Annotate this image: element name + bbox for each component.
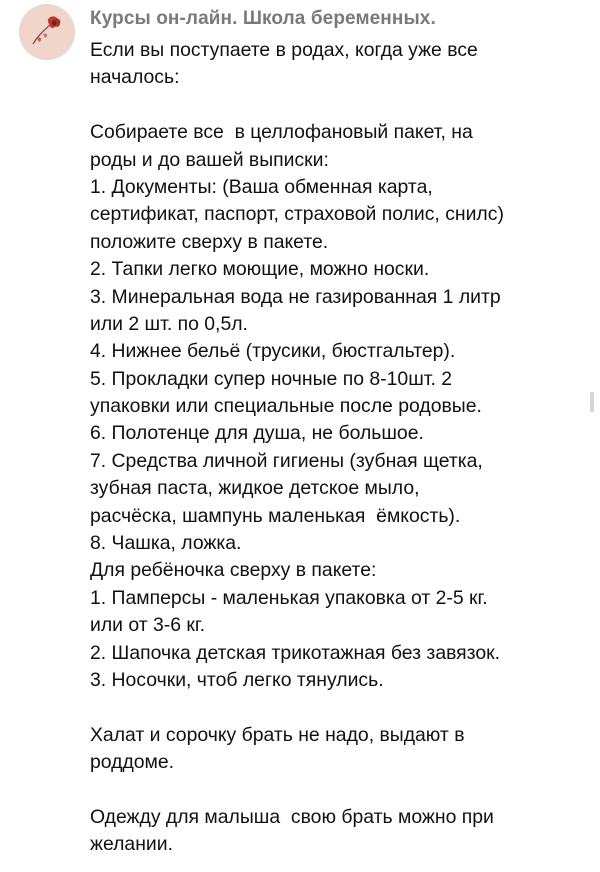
message-line: началось:: [90, 66, 180, 89]
message-line: сертификат, паспорт, страховой полис, снилс): [90, 203, 504, 226]
message-line: упаковки или специальные после родовые.: [90, 395, 482, 418]
message-line: 3. Носочки, чтоб легко тянулись.: [90, 668, 384, 691]
message-line: или от 3-6 кг.: [90, 614, 205, 637]
message-line: Одежду для малыша свою брать можно при: [90, 805, 494, 828]
message-line: желании.: [90, 833, 173, 856]
message-line: 6. Полотенце для душа, не большое.: [90, 422, 424, 445]
message-line: Халат и сорочку брать не надо, выдают в: [90, 723, 465, 746]
message-line: 2. Тапки легко моющие, можно носки.: [90, 258, 430, 281]
message-line: 2. Шапочка детская трикотажная без завязок.: [90, 641, 501, 664]
message-line: или 2 шт. по 0,5л.: [90, 312, 248, 335]
message-line: 7. Средства личной гигиены (зубная щетка,: [90, 449, 483, 472]
message-line: роды и до вашей выписки:: [90, 148, 329, 171]
sender-avatar[interactable]: [19, 4, 75, 60]
message-line: 5. Прокладки супер ночные по 8-10шт. 2: [90, 367, 453, 390]
sender-name[interactable]: Курсы он-лайн. Школа беременных.: [90, 8, 436, 29]
message-line: зубная паста, жидкое детское мыло,: [90, 477, 420, 500]
message-line: Собираете все в целлофановый пакет, на: [90, 121, 473, 144]
flower-icon: [19, 4, 75, 60]
message-line: [90, 777, 585, 804]
message-line: 1. Памперсы - маленькая упаковка от 2-5 кг.: [90, 586, 488, 609]
message-line: роддоме.: [90, 751, 175, 774]
scrollbar-thumb[interactable]: [590, 392, 594, 412]
message-body: [90, 37, 585, 859]
message-line: расчёска, шампунь маленькая ёмкость).: [90, 504, 461, 527]
message-line: 8. Чашка, ложка.: [90, 532, 242, 555]
message-line: положите сверху в пакете.: [90, 230, 329, 253]
message-line: Если вы поступаете в родах, когда уже все: [90, 39, 478, 61]
message-line: 3. Минеральная вода не газированная 1 литр: [90, 285, 501, 308]
message-line: [90, 92, 585, 119]
message-line: Для ребёночка сверху в пакете:: [90, 559, 377, 582]
message-line: 4. Нижнее бельё (трусики, бюстгальтер).: [90, 340, 456, 363]
message-line: 1. Документы: (Ваша обменная карта,: [90, 175, 433, 198]
message-line: [90, 694, 585, 721]
